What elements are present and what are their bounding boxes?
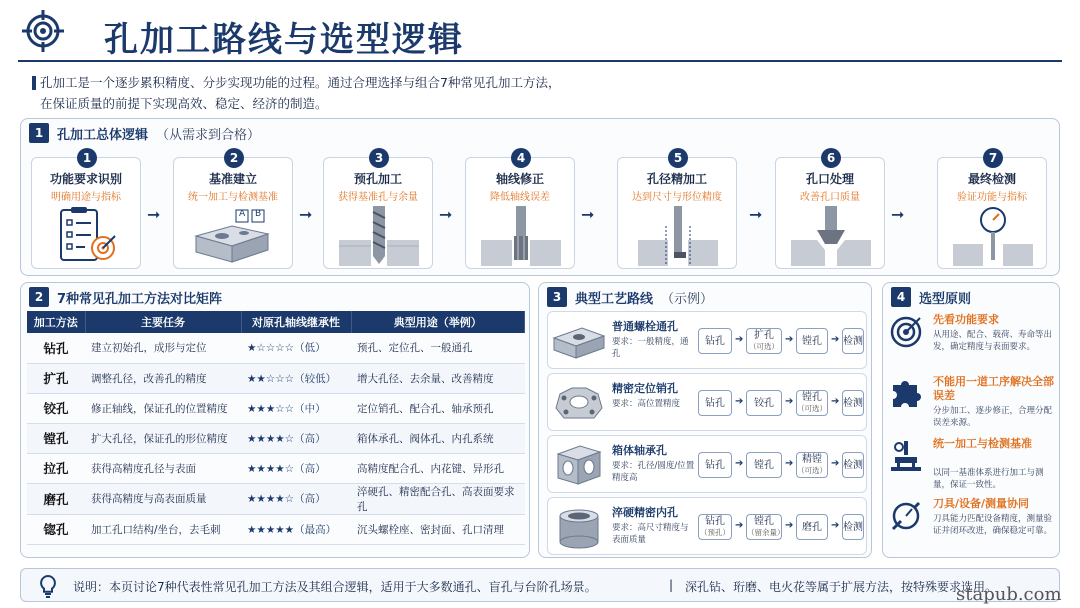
route-step-option: （可选） [797, 466, 827, 475]
target-logo-icon [22, 10, 64, 52]
flange-part-icon [552, 380, 606, 426]
route-arrow: ➔ [735, 396, 744, 407]
watermark: stapub.com [956, 584, 1062, 605]
intro-text [40, 72, 940, 114]
drill-icon [339, 206, 419, 266]
route-arrow: ➔ [831, 458, 840, 469]
flow-arrow: ➞ [299, 205, 313, 224]
principle-description: 从用途、配合、载荷、寿命等出发，确定精度与表面要求。 [933, 330, 1053, 352]
step-card [465, 151, 575, 269]
route-step-label: 检测 [843, 397, 863, 409]
selection-principles-section [882, 282, 1060, 558]
method-comparison-table [27, 311, 525, 545]
table-row [27, 333, 525, 363]
method-cell: 拉孔 [27, 453, 85, 483]
route-step-label: 钻孔 [705, 335, 725, 347]
route-step [842, 514, 864, 540]
route-arrow: ➔ [785, 520, 794, 531]
route-requirement: 要求：孔径/圆度/位置精度高 [612, 461, 695, 483]
method-matrix-section [20, 282, 530, 558]
step-title: 轴线修正 [495, 172, 544, 186]
route-step [746, 390, 782, 416]
route-step-label: 镗孔 [802, 335, 822, 347]
route-step-option: （可选） [749, 342, 779, 351]
route-step [698, 328, 732, 354]
route-arrow: ➔ [785, 334, 794, 345]
step-subtitle: 获得基准孔与余量 [338, 192, 418, 203]
route-step-label: 检测 [843, 459, 863, 471]
route-step-label: 镗孔 [754, 516, 774, 527]
method-cell: 磨孔 [27, 483, 85, 514]
task-cell: 加工孔口结构/坐台，去毛刺 [85, 514, 241, 544]
gauge-icon [953, 206, 1033, 266]
route-arrow: ➔ [735, 334, 744, 345]
step-subtitle: 降低轴线误差 [490, 192, 550, 203]
section-2-number: 2 [29, 287, 49, 307]
boring-bar-icon [638, 206, 718, 266]
section-1-number: 1 [29, 123, 49, 143]
step-card [173, 151, 293, 269]
route-requirement: 要求：高位置精度 [612, 399, 681, 409]
flow-arrow: ➞ [581, 205, 595, 224]
route-step [796, 452, 828, 478]
route-name: 淬硬精密内孔 [612, 506, 678, 519]
footer-separator: | [669, 578, 674, 592]
table-row [27, 423, 525, 453]
rating-cell: ★☆☆☆☆（低） [241, 333, 351, 363]
step-title: 孔径精加工 [646, 172, 707, 186]
plate-part-icon [552, 318, 606, 364]
use-cell: 箱体承孔、阀体孔、内孔系统 [351, 423, 525, 453]
route-step-option: （可选） [797, 404, 827, 413]
route-step [698, 390, 732, 416]
footer-note [20, 568, 1060, 602]
principle-item [889, 313, 1055, 369]
column-header: 主要任务 [85, 311, 241, 333]
page-title: 孔加工路线与选型逻辑 [104, 20, 464, 60]
principle-description: 刀具能力匹配设备精度，测量验证并闭环改进，确保稳定可靠。 [933, 514, 1053, 536]
intro-line-1: 孔加工是一个逐步累积精度、分步实现功能的过程。通过合理选择与组合7种常见孔加工方法， [40, 75, 561, 90]
route-arrow: ➔ [831, 334, 840, 345]
table-header-row [27, 311, 525, 333]
section-3-title: 典型工艺路线 [575, 291, 654, 307]
route-step [746, 514, 785, 540]
process-routes-section [538, 282, 872, 558]
step-number: 3 [369, 148, 389, 168]
task-cell: 建立初始孔，成形与定位 [85, 333, 241, 363]
page-header [18, 8, 1062, 60]
route-step-label: 钻孔 [705, 397, 725, 409]
route-card [547, 497, 867, 555]
footer-note-text: 说明：本页讨论7种代表性常见孔加工方法及其组合逻辑，适用于大多数通孔、盲孔与台阶孔场景。 [73, 580, 597, 594]
task-cell: 修正轴线，保证孔的位置精度 [85, 393, 241, 423]
route-step [796, 328, 828, 354]
route-arrow: ➔ [735, 458, 744, 469]
step-number: 1 [77, 148, 97, 168]
step-title: 基准建立 [208, 172, 257, 186]
route-arrow: ➔ [785, 396, 794, 407]
route-step [698, 452, 732, 478]
column-header: 加工方法 [27, 311, 85, 333]
task-cell: 获得高精度孔径与表面 [85, 453, 241, 483]
use-cell: 淬硬孔、精密配合孔、高表面要求孔 [351, 483, 525, 514]
section-4-title: 选型原则 [919, 291, 972, 307]
housing-part-icon [552, 442, 606, 488]
section-2-header [29, 287, 222, 307]
checklist-target-icon [47, 206, 127, 266]
principle-title: 不能用一道工序解决全部误差 [933, 375, 1054, 402]
step-number: 2 [224, 148, 244, 168]
route-step-label: 铰孔 [754, 397, 774, 409]
section-3-number: 3 [547, 287, 567, 307]
section-1-header [29, 123, 260, 143]
flow-arrow: ➞ [147, 205, 161, 224]
section-2-title: 7种常见孔加工方法对比矩阵 [57, 291, 223, 307]
step-title: 预孔加工 [353, 172, 402, 186]
section-4-number: 4 [891, 287, 911, 307]
countersink-icon [791, 206, 871, 266]
principle-description: 分步加工、逐步修正，合理分配误差来源。 [933, 406, 1053, 428]
step-subtitle: 明确用途与指标 [51, 192, 121, 203]
reamer-icon [481, 206, 561, 266]
target-icon [889, 315, 923, 349]
route-step-label: 镗孔 [802, 392, 822, 403]
table-row [27, 363, 525, 393]
task-cell: 调整孔径，改善孔的精度 [85, 363, 241, 393]
step-title: 最终检测 [967, 172, 1016, 186]
principle-item [889, 497, 1055, 555]
principle-title: 统一加工与检测基准 [933, 437, 1032, 450]
rating-cell: ★★★★☆（高） [241, 453, 351, 483]
section-4-header [891, 287, 971, 307]
section-3-header [547, 287, 713, 307]
route-card [547, 373, 867, 431]
route-name: 精密定位销孔 [612, 382, 678, 395]
method-cell: 锪孔 [27, 514, 85, 544]
rating-cell: ★★★★☆（高） [241, 423, 351, 453]
route-step [698, 514, 732, 540]
step-card [31, 151, 141, 269]
section-3-subtitle: （示例） [661, 291, 714, 307]
table-row [27, 393, 525, 423]
route-step [746, 328, 782, 354]
lightbulb-icon [37, 574, 59, 598]
step-card [937, 151, 1047, 269]
route-name: 普通螺栓通孔 [612, 320, 678, 333]
section-1-subtitle: （从需求到合格） [156, 127, 261, 143]
overall-logic-section [20, 118, 1060, 276]
use-cell: 增大孔径、去余量、改善精度 [351, 363, 525, 393]
method-cell: 扩孔 [27, 363, 85, 393]
principle-item [889, 437, 1055, 495]
datum-label-b: B [255, 209, 262, 219]
route-step [842, 452, 864, 478]
intro-line-2: 在保证质量的前提下实现高效、稳定、经济的制造。 [40, 96, 328, 111]
route-requirement: 要求：一般精度，通孔 [612, 337, 689, 359]
tool-gauge-icon [889, 499, 923, 533]
footer-note-extension: 深孔钻、珩磨、电火花等属于扩展方法，按特殊要求选用。 [685, 580, 998, 594]
route-card [547, 435, 867, 493]
step-title: 功能要求识别 [49, 172, 122, 186]
route-arrow: ➔ [831, 520, 840, 531]
rating-cell: ★★☆☆☆（较低） [241, 363, 351, 393]
principle-item [889, 375, 1055, 433]
rating-cell: ★★★★★（最高） [241, 514, 351, 544]
step-subtitle: 改善孔口质量 [800, 192, 860, 203]
step-card [323, 151, 433, 269]
puzzle-icon [889, 377, 923, 411]
route-step [842, 328, 864, 354]
method-cell: 铰孔 [27, 393, 85, 423]
use-cell: 定位销孔、配合孔、轴承预孔 [351, 393, 525, 423]
step-subtitle: 验证功能与指标 [957, 192, 1027, 203]
task-cell: 扩大孔径，保证孔的形位精度 [85, 423, 241, 453]
fixture-icon [889, 439, 923, 473]
route-step-label: 镗孔 [754, 459, 774, 471]
step-subtitle: 统一加工与检测基准 [188, 192, 278, 203]
task-cell: 获得高精度与高表面质量 [85, 483, 241, 514]
intro-accent-bar [32, 76, 36, 90]
rating-cell: ★★★☆☆（中） [241, 393, 351, 423]
use-cell: 沉头螺栓座、密封面、孔口清理 [351, 514, 525, 544]
use-cell: 预孔、定位孔、一般通孔 [351, 333, 525, 363]
section-1-title: 孔加工总体逻辑 [57, 127, 149, 143]
route-arrow: ➔ [735, 520, 744, 531]
step-card [775, 151, 885, 269]
step-number: 6 [821, 148, 841, 168]
bushing-part-icon [552, 504, 606, 550]
principle-title: 刀具/设备/测量协同 [933, 497, 1030, 510]
method-cell: 镗孔 [27, 423, 85, 453]
route-step-label: 检测 [843, 335, 863, 347]
method-cell: 钻孔 [27, 333, 85, 363]
route-arrow: ➔ [831, 396, 840, 407]
route-step [796, 390, 828, 416]
step-title: 孔口处理 [805, 172, 854, 186]
route-arrow: ➔ [785, 458, 794, 469]
flow-arrow: ➞ [749, 205, 763, 224]
route-step-option: （预孔） [700, 528, 730, 537]
route-name: 箱体轴承孔 [612, 444, 667, 457]
header-divider [18, 60, 1062, 62]
route-card [547, 311, 867, 369]
principle-description: 以同一基准体系进行加工与测量，保证一致性。 [933, 468, 1044, 490]
step-number: 5 [668, 148, 688, 168]
column-header: 典型用途（举例） [351, 311, 525, 333]
route-step-label: 精镗 [802, 454, 822, 465]
flow-arrow: ➞ [439, 205, 453, 224]
step-number: 7 [983, 148, 1003, 168]
step-number: 4 [511, 148, 531, 168]
route-step-label: 钻孔 [705, 459, 725, 471]
route-step-label: 磨孔 [802, 521, 822, 533]
rating-cell: ★★★★☆（高） [241, 483, 351, 514]
column-header: 对原孔轴线继承性 [241, 311, 351, 333]
datum-label-a: A [239, 209, 246, 219]
route-step [746, 452, 782, 478]
flow-arrow: ➞ [891, 205, 905, 224]
table-row [27, 483, 525, 514]
route-step [796, 514, 828, 540]
route-step-label: 扩孔 [754, 330, 774, 341]
use-cell: 高精度配合孔、内花键、异形孔 [351, 453, 525, 483]
step-subtitle: 达到尺寸与形位精度 [632, 192, 722, 203]
route-step-label: 钻孔 [705, 516, 725, 527]
route-step-label: 检测 [843, 521, 863, 533]
step-card [617, 151, 737, 269]
route-requirement: 要求：高尺寸精度与表面质量 [612, 523, 689, 545]
table-row [27, 453, 525, 483]
route-step [842, 390, 864, 416]
principle-title: 先看功能要求 [933, 313, 999, 326]
table-row [27, 514, 525, 544]
route-step-option: （留余量） [747, 528, 785, 537]
